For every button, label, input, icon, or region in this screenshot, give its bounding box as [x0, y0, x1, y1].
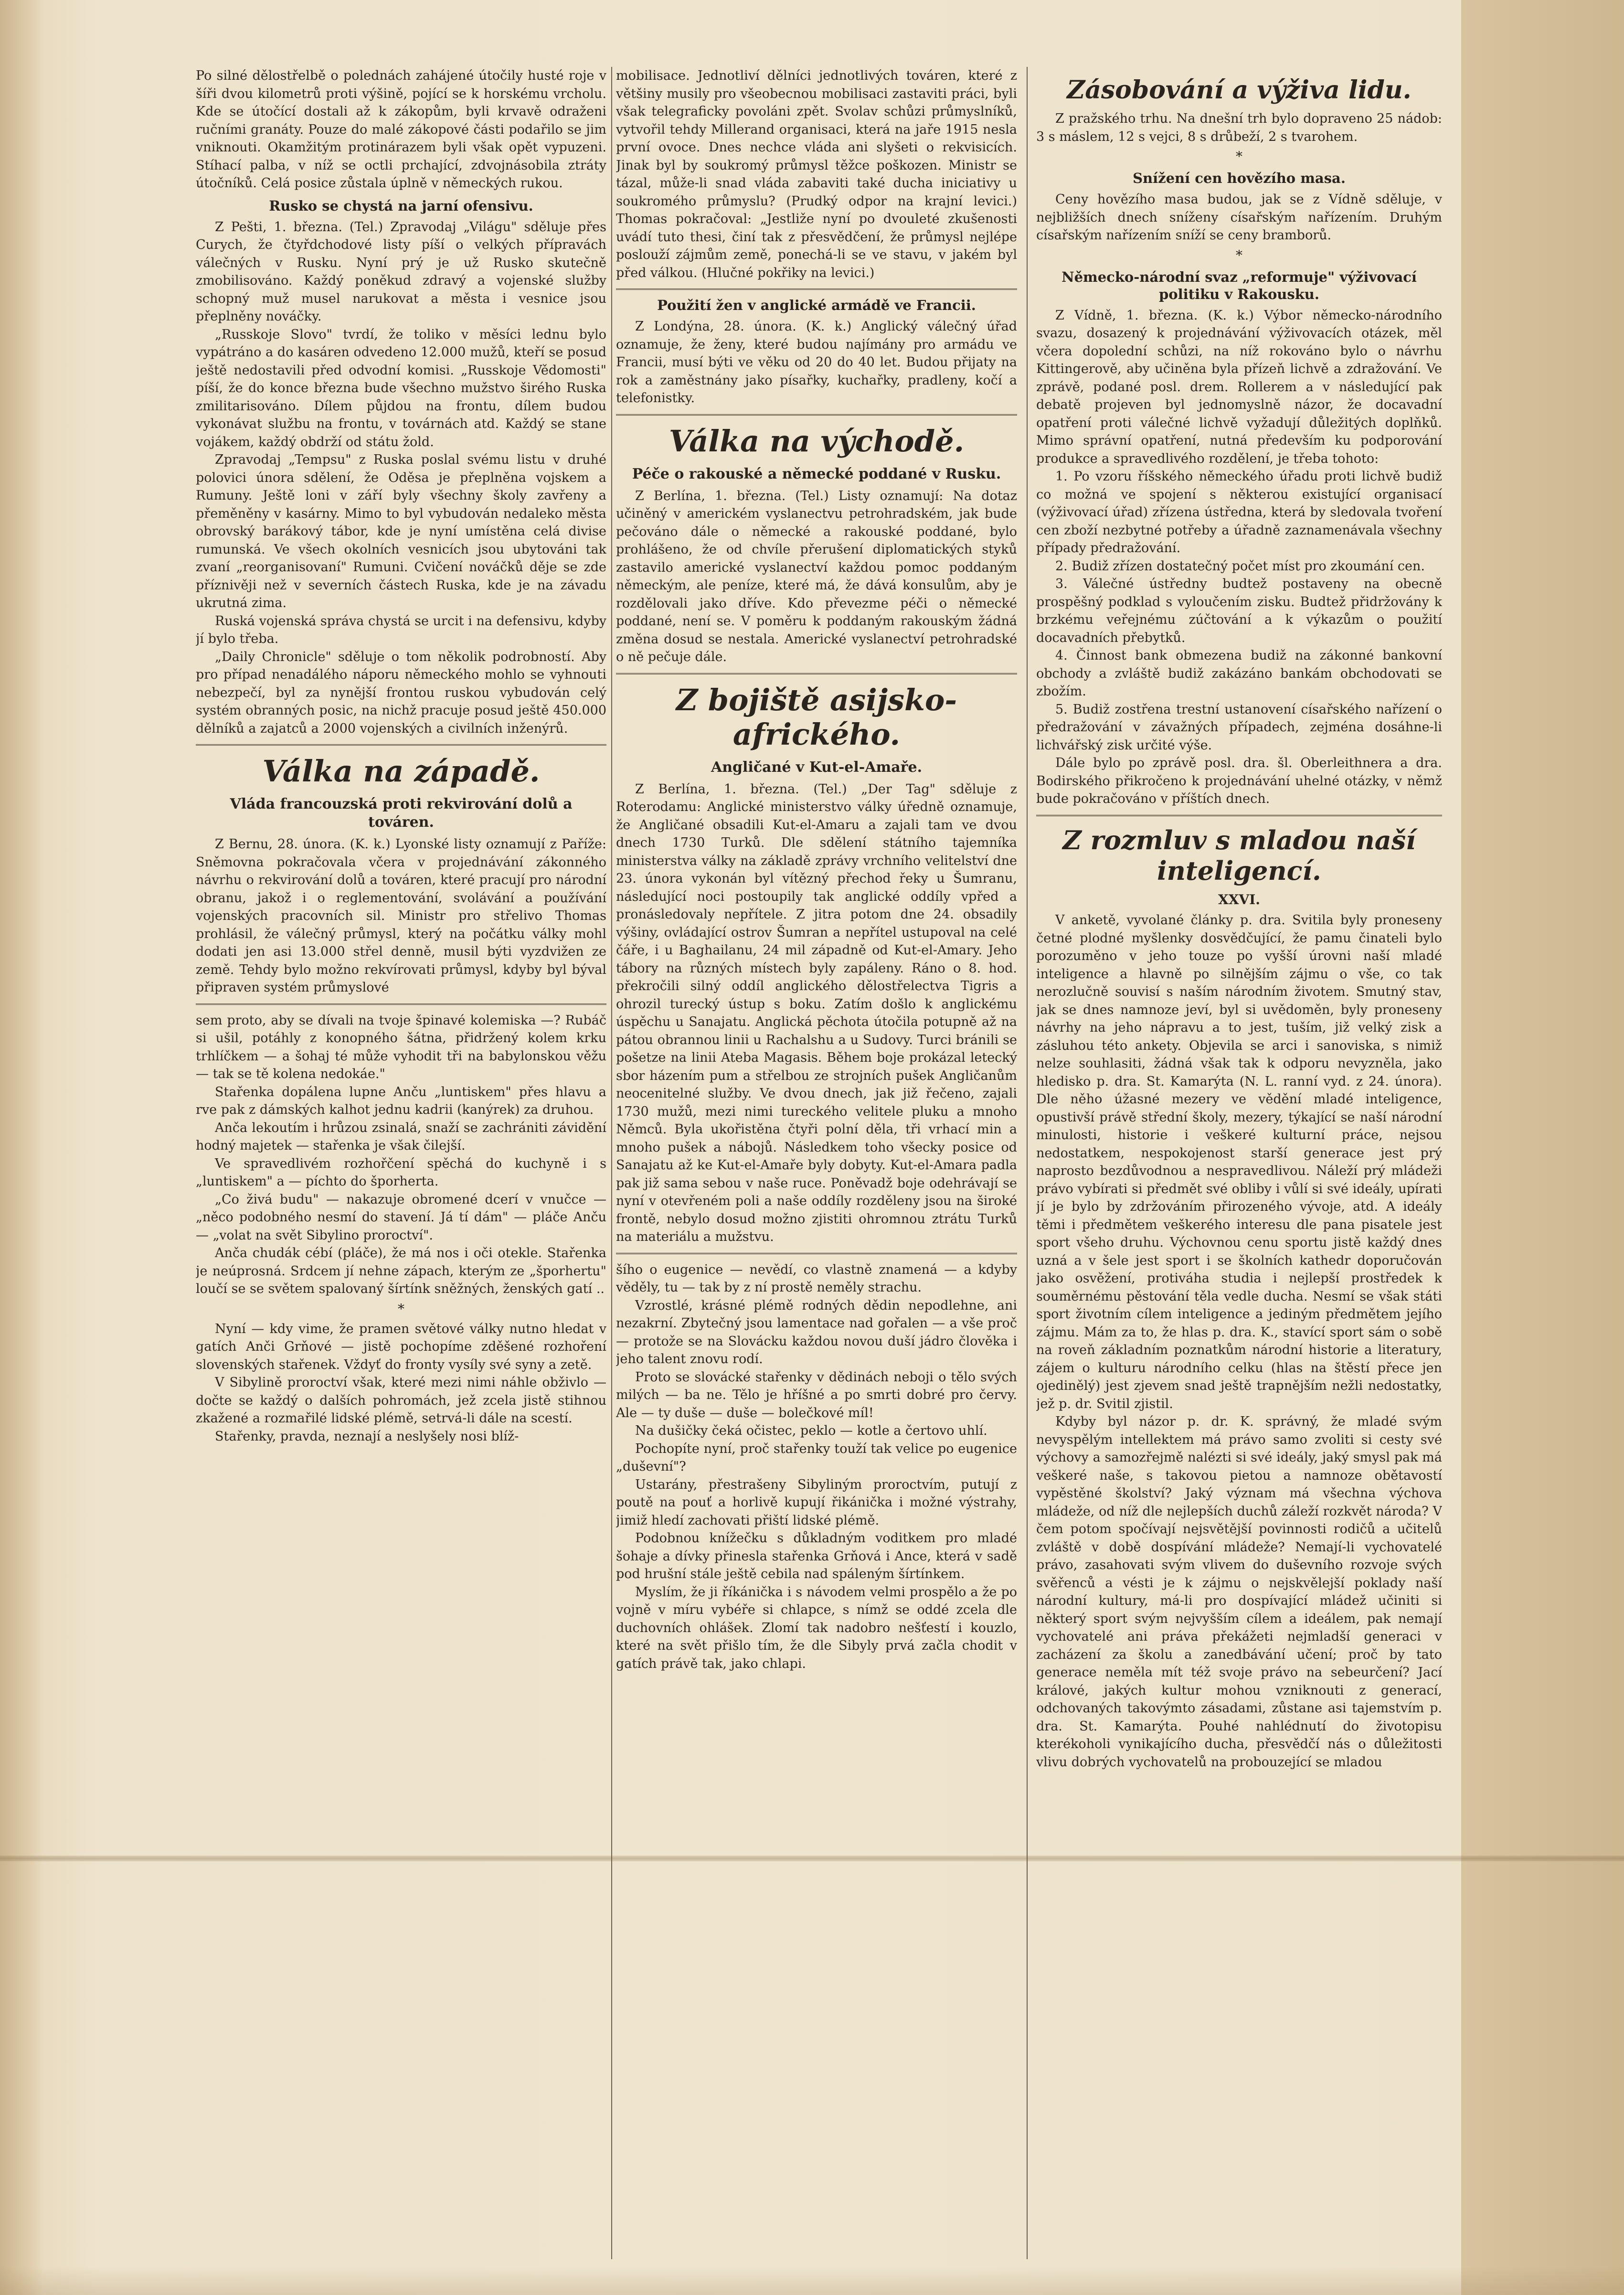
section-star: *: [398, 1301, 404, 1317]
article-paragraph: Z Berlína, 1. března. (Tel.) „Der Tag" sděluje z Roterodamu: Anglické ministerstvo války úředně oznamuje, že Angličané obsadili Kut-el-Amaru a zajali tam ve dvou dnech 1730 Turků. Dle sdělení státního tajemníka ministerstva války na základě zprávy vrchního velitelství dne 23. února vykonán byl vítězný přechod řeky u Šumranu, následující noci postoupily tak anglické oddíly vpřed a pronásledovaly nepřítele. Z jitra potom dne 24. obsadily výšiny, ovládající ostrov Šumran a nepřítel ustupoval na celé čáře, i u Baghailanu, 24 mil západně od Kut-el-Amary. Jeho tábory na různých místech byly zapáleny. Ráno o 8. hod. překročili silný oddíl anglického dělostřelectva Tigris a ohrozil turecký ústup s boku. Zatím došlo k anglickému úspěchu u Sanajatu. Anglická pěchota útočila potupně až na pátou obrannou linii u Rachalshu a u Sudovy. Turci bránili se pošetze na linii Ateba Magasis. Během boje prokázal letecký sbor házením pum a střelbou ze strojních pušek Angličanům neocenitelné služby. Ve dvou dnech, jak již řečeno, zajali 1730 mužů, mezi nimi tureckého velitele pluku a mnoho Němců. Byla ukořistěna čtyři polní děla, tři vrhací min a mnoho pušek a nábojů. Následkem toho všecky posice od Sanajatu až ke Kut-el-Amaře byly dobyty. Kut-el-Amara padla pak již sama sebou v naše ruce. Poněvadž boje odehrávají se nyní v otevřeném poli a naše oddíly rozděleny jsou na široké frontě, nebylo dosud možno zjistiti ohromnou ztrátu Turků na materiálu a mužstvu.: [616, 781, 1017, 1244]
page-fold-shadow: [0, 1856, 1624, 1861]
article-paragraph: Ceny hovězího masa budou, jak se z Vídně sděluje, v nejbližších dnech sníženy císařským nařízením. Druhým císařským nařízením sníží se ceny bramborů.: [1036, 192, 1442, 243]
article-paragraph: 2. Budiž zřízen dostatečný počet míst pro zkoumání cen.: [1055, 558, 1425, 574]
feuilleton-paragraph: Vzrostlé, krásné plémě rodných dědin nepodlehne, ani nezakrní. Zbytečný jsou lamentace nad gořalen — a vše proč — protože se na Slovácku každou novou duší jádro člověka i jeho talent znovu rodí.: [616, 1298, 1017, 1366]
article-paragraph: 3. Válečné ústředny budtež postaveny na obecně prospěšný podklad s vyloučením zisku. Budtež přidržovány k brzkému veřejnému zúčtování a k výkazům o použití docavadních přebytků.: [1036, 576, 1442, 645]
column-rule-1: [611, 67, 612, 2259]
article-paragraph: 4. Činnost bank obmezena budiž na zákonné bankovní obchody a zvláště budiž zakázáno bankám obchodovati se zbožím.: [1036, 648, 1442, 699]
subheadline-pece: Péče o rakouské a německé poddané v Rusku.: [632, 465, 1001, 482]
feuilleton-paragraph: Ve spravedlivém rozhořčení spěchá do kuchyně i s „luntiskem" a — píchto do šporherta.: [196, 1156, 606, 1189]
feuilleton-paragraph: Myslím, že ji říkánička i s návodem velmi prospělo a že po vojně v míru vybéře si chlapce, s nímž se oddé zcela dle duchovních ohlášek. Zlomí tak nadobro nešťestí i kouzlo, které na svět přišlo tím, že dle Sibyly prvá začla chodit v gatích právě tak, jako chlapi.: [616, 1584, 1017, 1671]
feuilleton-paragraph: Nyní — kdy vime, že pramen světové války nutno hledat v gatích Anči Grňové — jistě pochopíme zděšené rozhoření slovenských stařenek. Vždyť do fronty vysíly své syny a zetě.: [196, 1321, 606, 1372]
headline-svaz: Německo-národní svaz „reformuje" výživovací politiku v Rakousku.: [1061, 268, 1417, 302]
feuilleton-paragraph: Anča chudák cébí (pláče), že má nos i oči otekle. Stařenka je neúprosná. Srdcem jí nehne zápach, kterým ze „šporhertu" loučí se se světem spalovaný šírtínk sněžných, ženských gatí ..: [196, 1246, 606, 1296]
feuilleton-paragraph: Stařenka dopálena lupne Anču „luntiskem" přes hlavu a rve pak z dámských kalhot jednu kadrii (kanýrek) za druhou.: [196, 1084, 606, 1117]
feuilleton-paragraph: sem proto, aby se dívali na tvoje špinavé kolemiska —? Rubáč si ušil, potáhly z konopného šátna, přidržený kolem krku trhlíčkem — a šohaj té může vyhodit tři na babylonskou věžu — tak se tě kolena nedokáe.": [196, 1013, 606, 1081]
headline-zeny: Použití žen v anglické armádě ve Francii.: [657, 297, 976, 313]
section-divider: [1036, 815, 1442, 816]
headline-zasobovani: Zásobování a výživa lidu.: [1067, 75, 1412, 105]
feuilleton-paragraph: V Sibylině proroctví však, které mezi nimi náhle obživlo — dočte se každý o dalších pohromách, jež zcela jistě stihnou zkažené a rozmařilé lidské plémě, setrvá-li dále na scestí.: [196, 1375, 606, 1426]
headline-rozmluv: Z rozmluv s mladou naší inteligencí.: [1062, 824, 1416, 886]
feuilleton-paragraph: Na dušičky čeká očistec, peklo — kotle a čertovo uhlí.: [635, 1423, 987, 1438]
article-paragraph: Z Pešti, 1. března. (Tel.) Zpravodaj „Világu" sděluje přes Curych, že čtyřdchodové listy píší o velkých přípravách válečných v Rusku. Nyní prý je už Rusko skutečně zmobilisováno. Každý poněkud zdravý a vojenské služby schopný muž musel narukovat a města i vesnice jsou přeplněny nováčky.: [196, 219, 606, 324]
column-1: [196, 67, 606, 2259]
series-number: XXVI.: [1218, 891, 1261, 907]
article-paragraph: Z Londýna, 28. února. (K. k.) Anglický válečný úřad oznamuje, že ženy, které budou najímány pro armádu ve Francii, musí býti ve věku od 20 do 40 let. Budou přijaty na rok a zaměstnány jako písařky, kuchařky, pradleny, kočí a telefonistky.: [616, 319, 1017, 406]
section-divider: [196, 744, 606, 746]
article-paragraph: 5. Budiž zostřena trestní ustanovení císařského nařízení o předražování v závažných případech, zejména dosáhne-li lichvářský zisk určité výše.: [1036, 702, 1442, 753]
article-paragraph: „Daily Chronicle" sděluje o tom několik podrobností. Aby pro případ nenadálého náporu německého mohlo se vyhnouti nebezpečí, byl za nynější frontou ruskou vybudován celý systém obranných posic, na nichž pracuje posud ještě 450.000 dělníků a zajatců a 2000 vojenských a civilních inženýrů.: [196, 649, 606, 736]
article-paragraph: „Russkoje Slovo" tvrdí, že toliko v měsíci lednu bylo vypátráno a do kasáren odvedeno 12.000 mužů, kteří se posud ještě nedostavili před odvodní komisi. „Russkoje Vědomosti" píší, že do konce března bude všechno mužstvo širého Ruska zmilitarisováno. Dílem půjdou na frontu, dílem budou vykonávat službu na frontu, v továrnách atd. Každý se stane vojákem, každý obdrží od státu žold.: [196, 327, 606, 449]
headline-valka-zapad: Válka na západě.: [262, 754, 540, 789]
feuilleton-paragraph: Anča lekoutím i hrůzou zsinalá, snaží se zachrániti závidění hodný majetek — stařenka je však čilejší.: [196, 1120, 606, 1153]
page-bottom-shading: [0, 2266, 1624, 2295]
headline-afrika: Z bojiště asijsko-afrického.: [676, 682, 957, 752]
subheadline-vlada: Vláda francouzská proti rekvirování dolů a továren.: [230, 796, 573, 831]
article-paragraph: Ruská vojenská správa chystá se urcit i na defensivu, kdyby jí bylo třeba.: [196, 613, 606, 646]
section-divider: [616, 673, 1017, 674]
subheadline-kut: Angličané v Kut-el-Amaře.: [711, 758, 923, 776]
article-paragraph: Z Vídně, 1. března. (K. k.) Výbor německo-národního svazu, dosazený k projednávání výživovacích otázek, měl včera dopolední schůzi, na níž rokováno bylo o návrhu Kittingerově, aby učiněna byla přízeň lichvě a zdražování. Ve zprávě, podané posl. drem. Rollerem a v následující pak debatě projeven byl jednomyslně názor, že docavadní opatření proti válečné lichvě vyžadují důležitých doplňků. Mimo správní opatření, nutná především ku podporování produkce a spravedlivého rozdělení, je třeba tohoto:: [1036, 308, 1442, 466]
page-binding-edge: [0, 0, 43, 2295]
section-star: *: [1236, 149, 1242, 164]
feuilleton-paragraph: Pochopíte nyní, proč stařenky touží tak velice po eugenice „duševní"?: [616, 1441, 1017, 1474]
section-divider: [616, 414, 1017, 416]
article-paragraph: Z Berlína, 1. března. (Tel.) Listy oznamují: Na dotaz učiněný v americkém vyslanectvu petrohradském, jak bude pečováno dále o německé a rakouské poddané, bylo prohlášeno, že od chvíle přerušení diplomatických styků zastavilo americké vyslanectví každou pomoc poddaným německým, ale peníze, které má, že dává konsulům, aby je rozdělovali jako dříve. Kdo převezme péči o německé poddané, není se. V poměru k poddaným rakouským žádná změna dosud se nestala. Americké vyslanectví petrohradské o ně pečuje dále.: [616, 488, 1017, 664]
section-star: *: [1236, 247, 1242, 263]
feuilleton-divider: [196, 1003, 606, 1005]
column-rule-2: [1027, 67, 1028, 2259]
article-paragraph: Zpravodaj „Tempsu" z Ruska poslal svému listu v druhé polovici února sdělení, že Oděsa je přeplněna vojskem a Rumuny. Ještě loni v září byly všechny školy zavřeny a přeměněny v kasárny. Mimo to byl vybudován nedaleko města obrovský barákový tábor, kde je nyní umístěna celá divise rumunská. Ve všech okolních vesnicích jsou ubytováni tak zvaní „reorganisovaní" Rumuni. Cvičení nováčků děje se zde příznivěji než v severních částech Ruska, kde je na závadu ukrutná zima.: [196, 452, 606, 610]
article-paragraph: 1. Po vzoru říšského německého úřadu proti lichvě budiž co možná ve spojení s některou existující organisací (výživovací úřad) zřízena ústředna, která by sledovala tvoření cen zboží nezbytné potřeby a úřadně zaznamenávala všechny případy předražování.: [1036, 469, 1442, 555]
feuilleton-paragraph: Proto se slovácké stařenky v dědinách neboji o tělo svých milých — ba ne. Tělo je hříšné a po smrti dobré pro červy. Ale — ty duše — duše — bolečkové míl!: [616, 1369, 1017, 1420]
article-paragraph: V anketě, vyvolané články p. dra. Svitila byly proneseny četné plodné myšlenky dosvědčující, že pamu činateli bylo porozuměno v jeho touze po vyšší úrovni naší mladé inteligence a hlavně po silnějším zájmu o vše, co tak nerozlučně souvisí s naším národním životem. Smutný stav, jak se dnes namnoze jeví, byl si uvědoměn, byly proneseny návrhy na jeho nápravu a to jest, tuším, již velký zisk a zásluhou této ankety. Objevila se arci i sanoviska, s nimiž nelze souhlasiti, žádná však tak k odporu nevyzněla, jako hledisko p. dra. St. Kamarýta (N. L. ranní vyd. z 24. února). Dle něho úžasné mezery ve vědění mladé inteligence, opustivší právě střední školy, mezery, týkající se naší národní minulosti, historie i veškeré kulturní práce, nejsou nedostatkem, nespokojenost starší generace jest prý naprosto bezdůvodnou a nespravedlivou. Náleží prý mládeži právo vybírati si předmět své obliby i vůlí si své ideály, upírati jí je bylo by zdržováním přirozeného vývoje, atd. A ideály těmi i předmětem veškerého interesu dle pana pisatele jest sport všeho druhu. Výchovnou cenu sportu jistě každý dnes uzná a v šele jest sport i se školních kathedr doporučován jako osvěžení, protiváha studia i nejlepší prostředek k souměrnému pěstování těla vedle ducha. Nesmí se však státi sport životním cílem inteligence a jediným předmětem jejího zájmu. Mám za to, že hlas p. dra. K., stavící sport sám o sobě na roveň základním poznatkům národní historie a literatury, zájem o kulturu národního celku (hlas na štěstí přece jen ojedinělý) jest zjevem snad ještě trapnějším nežli nedostatky, jež p. dr. Svitil zjistil.: [1036, 913, 1442, 1411]
article-paragraph: Dále bylo po zprávě posl. dra. šl. Oberleithnera a dra. Bodirského přikročeno k projednávání uhelné otázky, v němž bude pokračováno v příštích dnech.: [1036, 756, 1442, 806]
feuilleton-paragraph: Stařenky, pravda, neznají a neslyšely nosi blíž-: [215, 1429, 519, 1444]
column-3: [1036, 67, 1442, 2259]
column-2: [616, 67, 1017, 2259]
article-paragraph: Po silné dělostřelbě o polednách zahájené útočily husté roje v šíři dvou kilometrů proti výšině, pojící se k horskému vrcholu. Kde se útočící dostali až k zákopům, byli krvavě odraženi ručními granáty. Pouze do malé zákopové části podařilo se jim vniknouti. Okamžitým protinárazem byli však opět vypuzeni. Stíhací palba, v níž se octli prchající, zdvojnásobila ztráty útočníků. Celá posice zůstala úplně v německých rukou.: [196, 68, 606, 191]
feuilleton-paragraph: Ustarány, přestrašeny Sibyliným proroctvím, putují z poutě na pouť a horlivě kupují řikánička i možné výstrahy, jimiž hledí zachovati přiští lidské plémě.: [616, 1477, 1017, 1528]
article-paragraph: Z pražského trhu. Na dnešní trh bylo dopraveno 25 nádob: 3 s máslem, 12 s vejci, 8 s drůbeží, 2 s tvarohem.: [1036, 111, 1442, 144]
headline-ceny: Snížení cen hovězího masa.: [1133, 170, 1346, 186]
feuilleton-paragraph: Podobnou knížečku s důkladným voditkem pro mladé šohaje a dívky přinesla stařenka Grňová i Ance, která v sadě pod hrušní stále ještě cebila nad spáleným šírtínkem.: [616, 1531, 1017, 1581]
article-paragraph: Z Bernu, 28. února. (K. k.) Lyonské listy oznamují z Paříže: Sněmovna pokračovala včera v projednávání zákonného návrhu o rekvirování dolů a továren, které pracují pro národní obranu, jakož i o reglementování, svolávání a používání vojenských pracovních sil. Ministr pro střelivo Thomas prohlásil, že válečný průmysl, který na počátku války mohl dodati jen asi 13.000 střel denně, musil býti vyzdvižen ze země. Tehdy bylo možno rekvírovati průmysl, kdyby byl býval připraven systém průmyslové: [196, 837, 606, 995]
headline-rusko: Rusko se chystá na jarní ofensivu.: [269, 197, 533, 214]
article-paragraph: mobilisace. Jednotliví dělníci jednotlivých továren, které z většiny musily pro všeobecnou mobilisaci zastaviti práci, byli však telegraficky povoláni zpět. Svolav schůzi průmyslníků, vytvořil tehdy Millerand organisaci, která na jaře 1915 nesla první ovoce. Dnes nechce vláda ani slyšeti o rekvisicích. Jinak byl by soukromý průmysl těžce poškozen. Ministr se tázal, může-li snad vláda zabaviti také ducha iniciativy u soukromého průmyslu? (Prudký odpor na krajní levici.) Thomas pokračoval: „Jestliže nyní po dvouleté zkušenosti uvádí tuto thesi, činí tak z přesvědčení, že průmysl nejlépe poslouží zájmům země, ponechá-li se ve stavu, v jakém byl před válkou. (Hlučné pokřiky na levici.): [616, 68, 1017, 280]
article-paragraph: Kdyby byl názor p. dr. K. správný, že mladé svým nevyspělým intellektem má právo samo zvoliti si cesty své výchovy a samozřejmě nalézti si své ideály, jaký smysl pak má veškeré naše, s takovou pietou a namnoze obětavostí vypěstěné školství? Jaký význam má všechna výchova mládeže, od níž dle nejlepších duchů záleží rozkvět národa? V čem potom spočívají nejsvětější povinnosti rodičů a učitelů zvláště v době dospívání mládeže? Nemají-li vychovatelé právo, zasahovati svým vlivem do duševního rozvoje svých svěřenců a vésti je k zájmu o nejskvělejší poklady naší národní kultury, má-li pro dospívající mládež učiniti si některý sport svým nejvyšším cílem a ideálem, pak nemají vychovatelé ani práva překážeti nejmladší generaci v zacházení za školu a zanedbávání učení; proč by tato generace neměla mít též svoje právo na sebeurčení? Jací králové, jakých kultur mohou vzniknouti z generací, odchovaných takovýmto zásadami, zůstane asi tajemstvím p. dra. St. Kamarýta. Pouhé nahlédnutí do životopisu kterékoholi vynikajícího ducha, přesvědčí nás o důležitosti vlivu dobrých vychovatelů na probouzející se mladou: [1036, 1414, 1442, 1770]
section-divider: [616, 288, 1017, 290]
feuilleton-paragraph: šího o eugenice — nevědí, co vlastně znamená — a kdyby věděly, tu — tak by z ní prostě neměly strachu.: [616, 1262, 1017, 1295]
headline-valka-vychod: Válka na východě.: [669, 423, 965, 459]
feuilleton-paragraph: „Co živá budu" — nakazuje obromené dcerí v vnučce — „něco podobného nesmí do stavení. Já tí dám" — pláče Anču — „volat na svět Sibylino proroctví".: [196, 1192, 606, 1243]
feuilleton-divider: [616, 1253, 1017, 1254]
page-margin-right: [1461, 0, 1624, 2295]
